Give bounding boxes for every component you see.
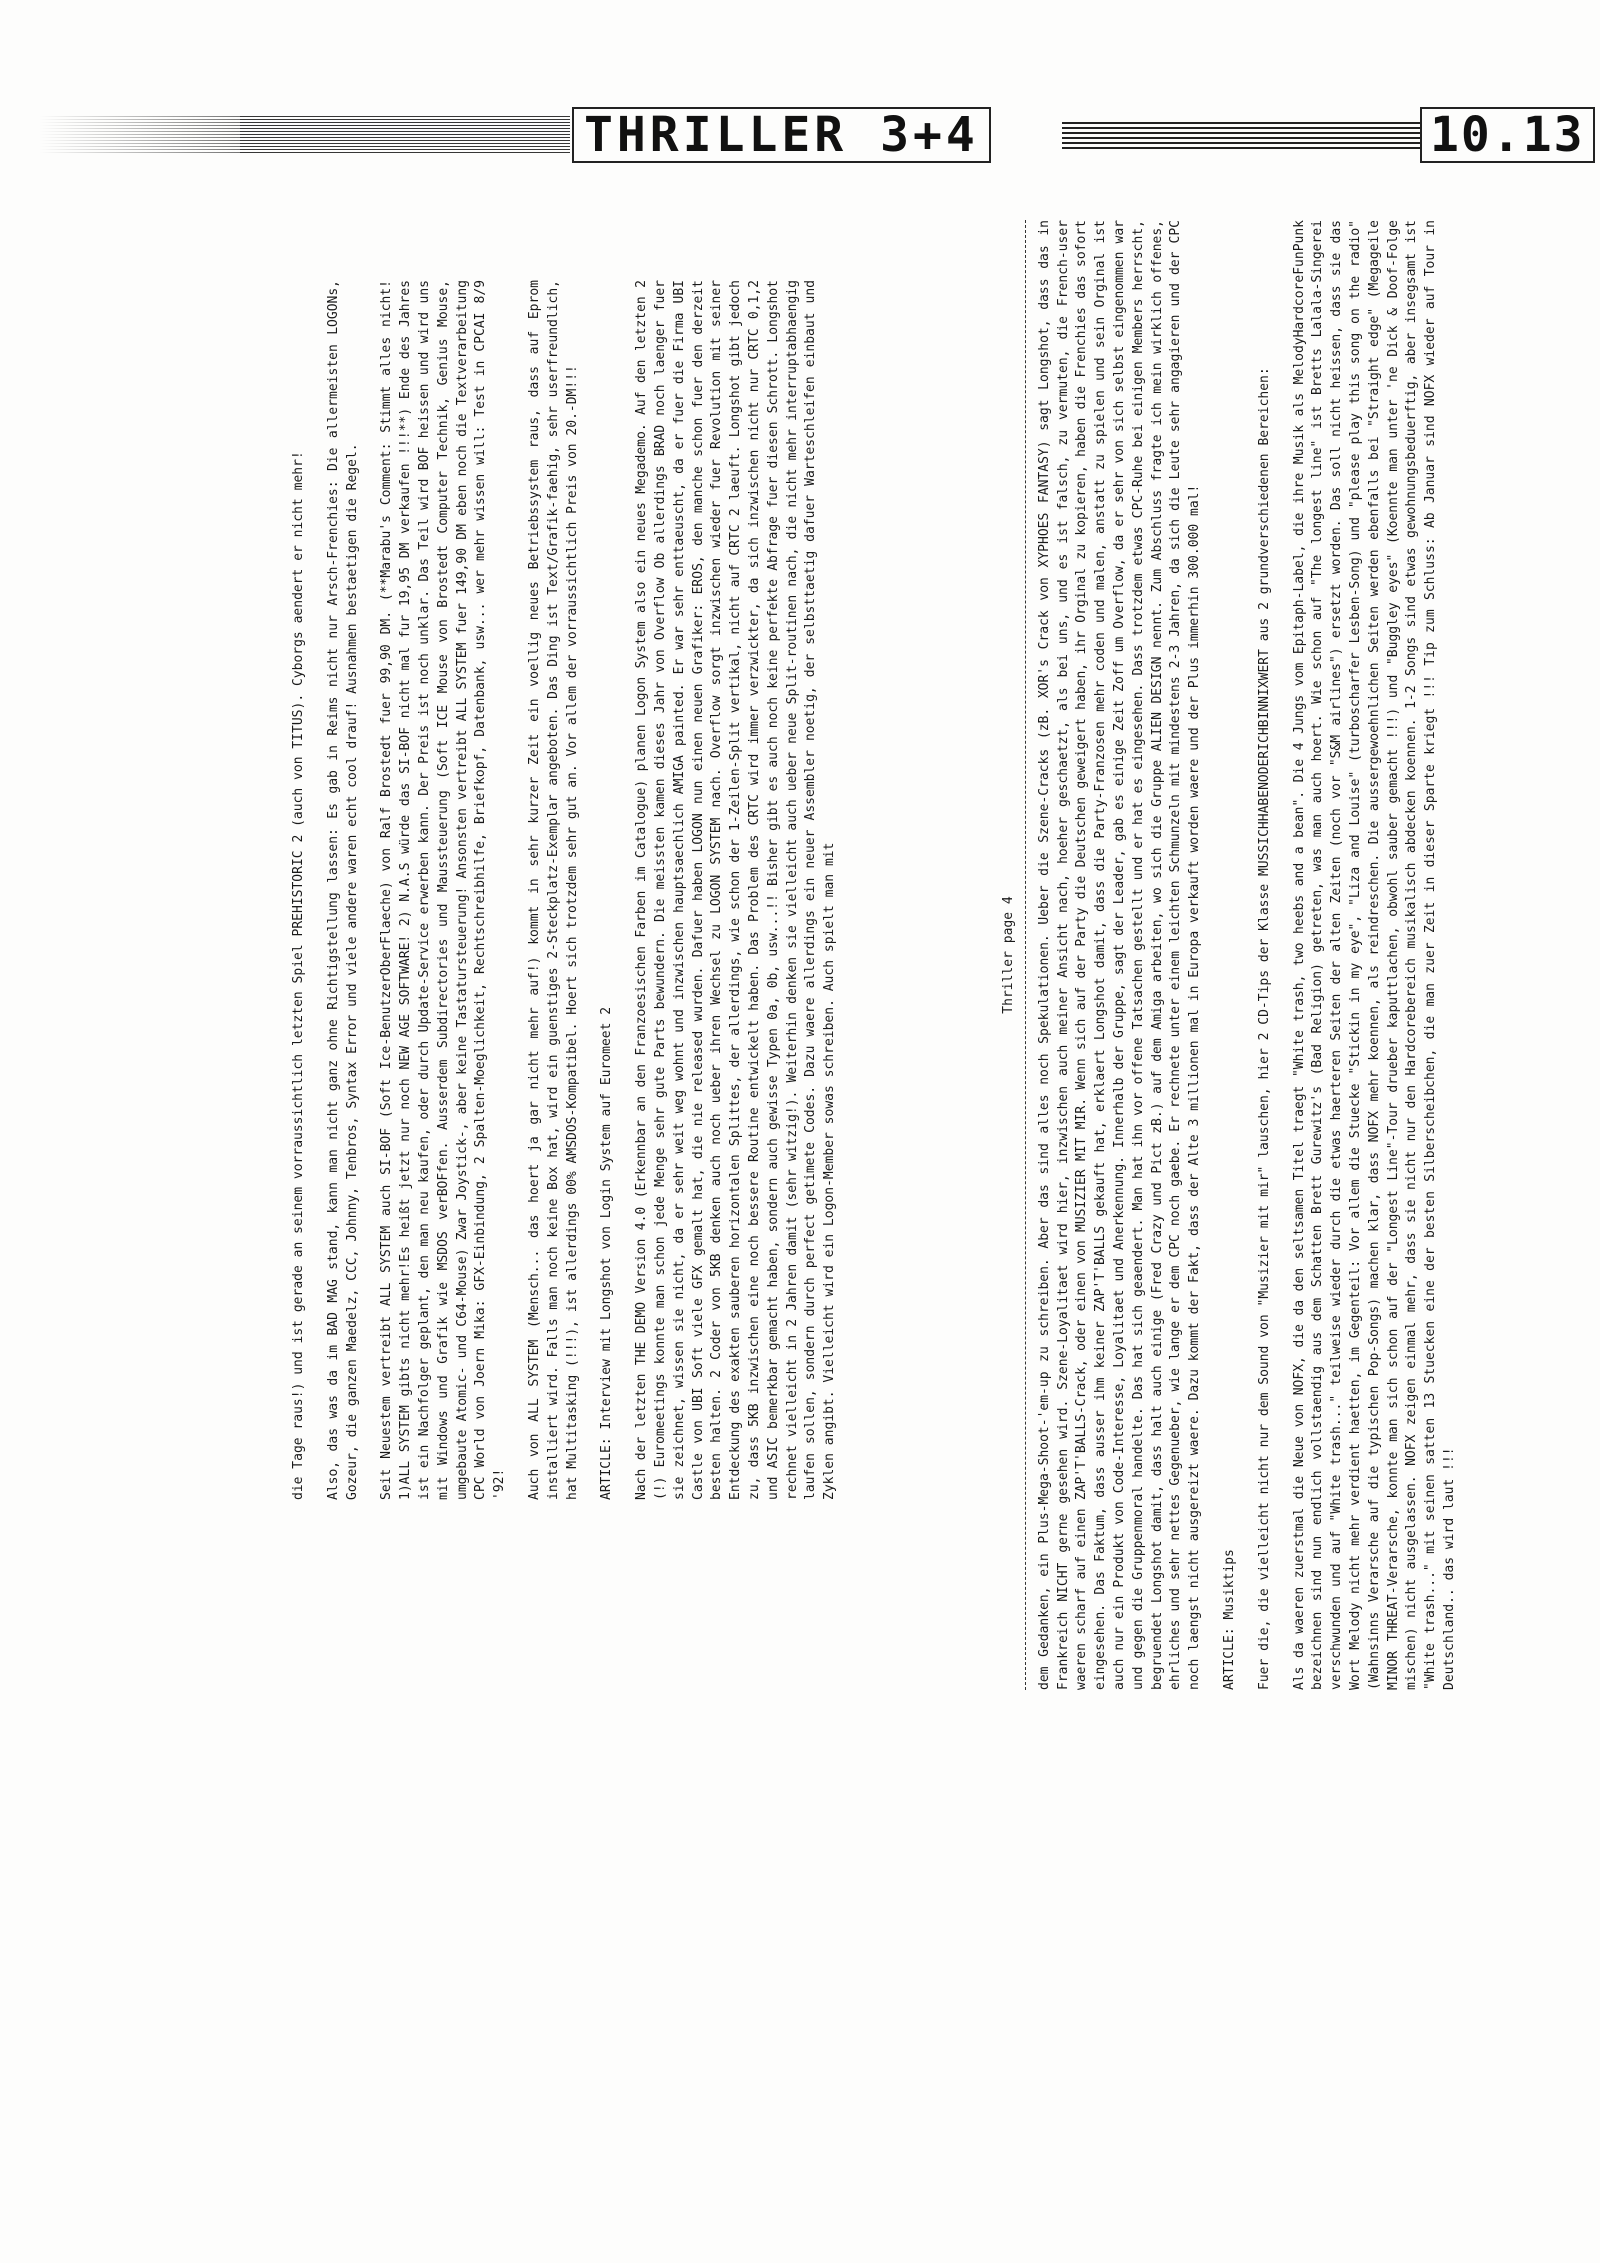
magazine-title-box bbox=[572, 107, 991, 163]
magazine-title: THRILLER 3+4 bbox=[584, 107, 979, 163]
hatch-fade bbox=[40, 115, 240, 153]
paragraph: dem Gedanken, ein Plus-Mega-Shoot-'em-up zu schreiben. Aber das sind alles noch Spekulationen. Ueber die Szene-Cracks (zB. XOR's Crack von XYPHOES FANTASY) sagt Longshot, dass das in Frankreich NICHT gerne gesehen wird. Szene-Loyalitaet wird hier, inzwischen auch meiner Ansicht nach, hoeher geschaetzt, als bei uns, und es ist falsch, zu vermuten, die French-user waeren scharf auf einen ZAP'T'BALLS-Crack, oder einen von MUSIZIER MIT MIR. Wenn sich auf der Party die Deutschen geweigert haben, ihr Orginal zu kopieren, haben die Frenchies das sofort eingesehen. Das Faktum, dass ausser ihm keiner ZAP'T'BALLS gekauft hat, erklaert Longshot damit, dass die Party-Franzosen mehr coden und malen, anstatt zu spielen und sein Orginal ist auch nur ein Produkt von Code-Interesse, Loyalitaet und Anerkennung. Innerhalb der Gruppe, sagt der Leader, gab es einige Zeit Zoff um Overflow, da er sehr von sich selbst eingenommen war und gegen die Gruppenmoral handelte. Das hat sich geaendert. Man hat ihn vor offene Tatsachen gestellt und er hat es eingesehen. Dass trotzdem etwas CPC-Ruhe bei einigen Members herrscht, begruendet Longshot damit, dass halt auch einige (Fred Crazy und Pict zB.) auf dem Amiga arbeiten, wo sich die Gruppe ALIEN DESIGN nennt. Zum Abschluss fragte ich mein wirklich offenes, ehrliches und sehr nettes Gegenueber, wie lange er dem CPC noch gaebe. Er rechnete unter einem leichten Schmunzeln mit mindestens 2-3 Jahren, da sich die Leute sehr angagieren und der CPC noch laengst nicht ausgereizt waere. Dazu kommt der Fakt, dass der Alte 3 millionen mal in Europa verkauft worden waere und der Plus immerhin 300.000 mal! bbox=[1036, 220, 1203, 1690]
paragraph: Fuer die, die vielleicht nicht nur dem Sound von "Musizier mit mir" lauschen, hier 2 CD-Tips der Klasse MUSSICHHABENODERICHBINNIXWERT aus 2 grundverschiedenen Bereichen: bbox=[1256, 367, 1272, 1690]
page-number: 10.13 bbox=[1430, 107, 1585, 163]
paragraph: Seit Neuestem vertreibt ALL SYSTEM auch SI-BOF (Soft Ice-BenutzerOberFlaeche) von Ralf Brostedt fuer 99,90 DM. (**Marabu's Comment: Stimmt alles nicht! 1)ALL SYSTEM gibts nicht mehr!Es heißt jetzt nur noch NEW AGE SOFTWARE! 2) N.A.S würde das SI-BOF nicht mal fur 19,95 DM verkaufen !!!**) Ende des Jahres ist ein Nachfolger geplant, den man neu kaufen, oder durch Update-Service erwerben kann. Der Preis ist noch unklar. Das Teil wird BOF heissen und wird uns mit Windows und Grafik wie MSDOS verBOFfen. Ausserdem Subdirectories und Maussteuerung (Soft ICE Mouse von Brostedt Computer Technik, Genius Mouse, umgebaute Atomic- und C64-Mouse) Zwar Joystick-, aber keine Tastatursteuerung! Ansonsten vertreibt ALL SYSTEM fuer 149,90 DM eben noch die Textverarbeitung CPC World von Joern Mika: GFX-Einbindung, 2 Spalten-Moeglichkeit, Rechtschreibhilfe, Briefkopf, Datenbank, usw... wer mehr wissen will: Test in CPCAI 8/9 '92! bbox=[379, 280, 508, 1500]
page-header: Thriller page 4 bbox=[1001, 896, 1016, 1014]
paragraph: die Tage raus!) und ist gerade an seinem vorraussichtlich letzten Spiel PREHISTORIC 2 (auch von TITUS). Cyborgs aendert er nicht mehr! bbox=[291, 451, 306, 1500]
page-number-box bbox=[1420, 107, 1595, 163]
article-heading: ARTICLE: Interview mit Longshot von Login System auf Euromeet 2 bbox=[599, 1006, 615, 1500]
header-banner bbox=[40, 105, 1585, 165]
paragraph: Auch von ALL SYSTEM (Mensch... das hoert ja gar nicht mehr auf!) kommt in sehr kurzer Zeit ein voellig neues Betriebssystem raus, dass auf Eprom installiert wird. Falls man noch keine Box hat, wird ein guenstiges 2-Steckplatz-Exemplar angeboten. Das Ding ist Text/Grafik-faehig, sehr userfreundlich, hat Multitasking (!!!), ist allerdings 00% AMSDOS-Kompatibel. Hoert sich trotzdem sehr gut an. Vor allem der vorraussichtlich Preis von 20.-DM!!! bbox=[526, 280, 580, 1500]
paragraph: Nach der letzten THE DEMO Version 4.0 (Erkennbar an den Franzoesischen Farben im Catalogue) planen Logon System also ein neues Megademo. Auf den letzten 2 (!) Euromeetings konnte man schon jede Menge sehr gute Parts bewundern. Die meissten kamen dieses Jahr von Overflow Ob allerdings BRAD noch laenger fuer sie zeichnet, wissen sie nicht, da er sehr weit weg wohnt und inzwischen hauptsaechlich AMIGA painted. Er war sehr enttaeuscht, da er fuer die Firma UBI Castle von UBI Soft viele GFX gemalt hat, die nie released wurden. Dafuer haben LOGON nun einen neuen Grafiker: EROS, den manche schon fuer den derzeit besten halten. 2 Coder von 5KB denken auch noch ueber ihren Wechsel zu LOGON SYSTEM nach. Overflow sorgt inzwischen wieder fuer Revolution mit seiner Entdeckung des exakten sauberen horizontalen Splittes, der allerdings, wie schon der 1-Zeilen-Split vertikal, nicht auf CRTC 2 laeuft. Longshot gibt jedoch zu, dass 5KB inzwischen eine noch bessere Routine entwickelt haben. Das Problem des CRTC wird immer verzwickter, da sich inzwischen nicht nur CRTC 0,1,2 und ASIC bemerkbar gemacht haben, sondern auch gewisse Typen 0a, 0b, usw...!! Bisher gibt es auch noch keine perfekte Abfrage fuer diesen Schrott. Longshot rechnet vielleicht in 2 Jahren damit (sehr witzig!). Weiterhin denken sie vielleicht auch ueber neue Split-routinen nach, die nicht mehr interruptabhaengig laufen sollen, sondern durch perfect getimete Codes. Dazu waere allerdings ein neuer Assembler noetig, der selbsttaetig dafuer Warteschleifen einbaut und Zyklen angibt. Vielleicht wird ein Logon-Member sowas schreiben. Auch spielt man mit bbox=[634, 280, 838, 1500]
hatch-pattern-mid bbox=[1062, 119, 1422, 149]
left-column bbox=[290, 280, 856, 1500]
article-heading: ARTICLE: Musiktips bbox=[1221, 1549, 1237, 1690]
paragraph: Als da waeren zuerstmal die Neue von NOFX, die da den seltsamen Titel traegt "White trash, two heebs and a bean". Die 4 Jungs vom Epitaph-Label, die ihre Musik als MelodyHardcoreFunPunk bezeichnen sind nun endlich vollstaendig aus dem Schatten Brett Gurewitz's (Bad Religion) getreten, was man auch hoert. Wie schon auf "The longest line" ist Bretts Lalala-Singerei verschwunden und auf "White trash..." teilweise wieder durch die etwas haerteren Seiten der alten Zeiten (noch vor "S&M airlines") ersetzt worden. Das soll nicht heissen, dass sie das Wort Melody nicht mehr verdient haetten, im Gegenteil: Vor allem die Stuecke "Stickin in my eye", "Liza and Louise" (turboscharfer Lesben-Song) und "please play this song on the radio" (Wahnsinns Verarsche auf die typischen Pop-Songs) machen klar, dass NOFX mehr koennen, als reindreschen. Die aussergewoehnlichen Seiten werden ebenfalls bei "Straight edge" (Megageile MINOR THREAT-Verarsche, konnte man sich schon auf der "Longest Line"-Tour drueber kaputtlachen, obwohl sauber gemacht !!!) und "Buggley eyes" (Koennte man unter 'ne Dick & Doof-Folge mischen) nicht ausgelassen. NOFX zeigen einmal mehr, dass sie nicht nur den Hardcorebereich musikalisch abdecken koennen. 1-2 Songs sind etwas gewohnungsbeduerftig, aber insegsamt ist "White trash..." mit seinen satten 13 Stuecken eine der besten Silberscheibchen, die man zuer Zeit in dieser Sparte kriegt !!! Tip zum Schluss: Ab Januar sind NOFX wieder auf Tour in Deutschland.. das wird laut !!! bbox=[1291, 220, 1457, 1690]
right-column bbox=[1000, 220, 1476, 1690]
dashed-rule bbox=[1025, 220, 1026, 1690]
paragraph: Also, das was da im BAD MAG stand, kann man nicht ganz ohne Richtigstellung lassen: Es gab in Reims nicht nur Arsch-Frenchies: Die allermeisten LOGONs, Gozeur, die ganzen Maedelz, CCC, Johnny, Tenbros, Syntax Error und viele andere waren echt cool drauf! Ausnahmen bestaetigen die Regel. bbox=[325, 280, 360, 1500]
